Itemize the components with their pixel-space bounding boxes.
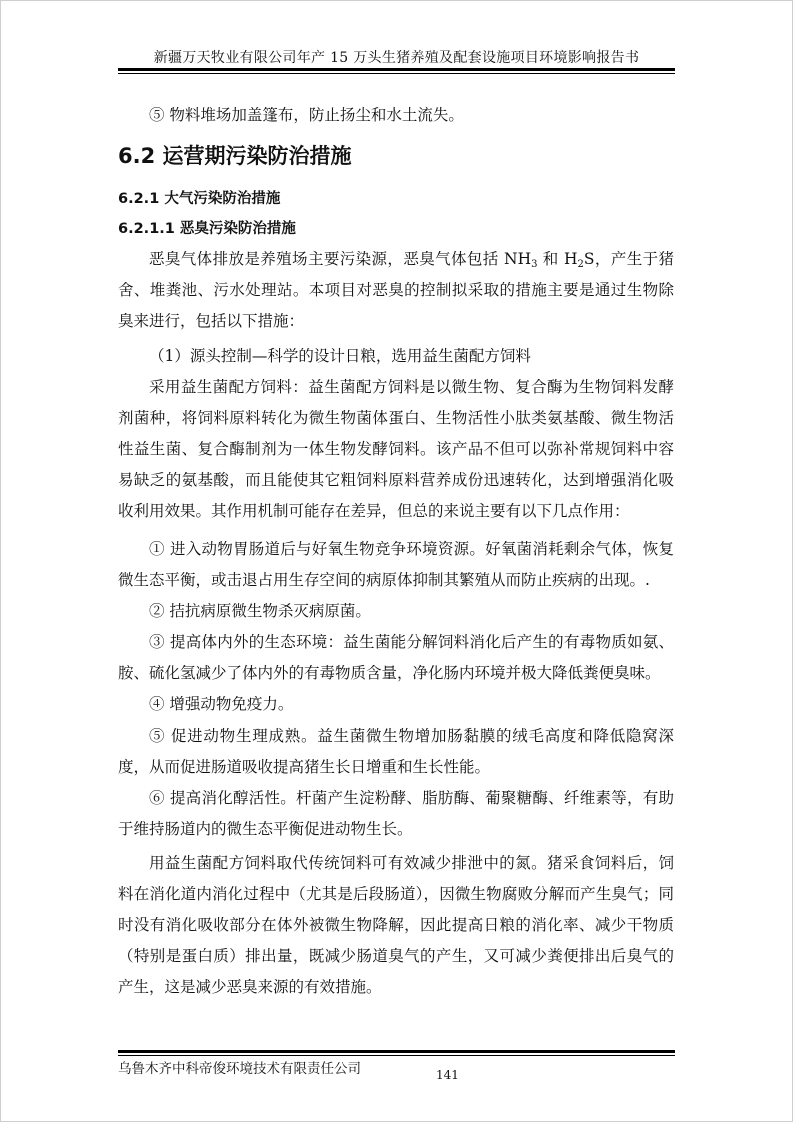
nh3-subscript: 3 <box>531 259 538 270</box>
footer-rule-thick <box>118 1050 675 1053</box>
h2s-subscript: 2 <box>577 259 584 270</box>
paragraph-summary: 用益生菌配方饲料取代传统饲料可有效减少排泄中的氮。猪采食饲料后，饲料在消化道内消化过程中（尤其是后段肠道），因微生物腐败分解而产生臭气；同时没有消化吸收部分在体外被微生物降解，因此提高日粮的消化率、减少干物质（特别是蛋白质）排出量，既减少肠道臭气的产生，又可减少粪便排出后臭气的产生，这是减少恶臭来源的有效措施。 <box>118 854 674 996</box>
paragraph-intro <box>118 244 674 337</box>
list-item-top: ⑤ 物料堆场加盖篷布，防止扬尘和水土流失。 <box>149 106 464 124</box>
page-number: 141 <box>436 1068 459 1082</box>
list-item-3: ③ 提高体内外的生态环境：益生菌能分解饲料消化后产生的有毒物质如氨、胺、硫化氢减少了体内外的有毒物质含量，净化肠内环境并极大降低粪便臭味。 <box>118 633 674 682</box>
footer-company: 乌鲁木齐中科帝俊环境技术有限责任公司 <box>118 1061 361 1077</box>
list-item-4: ④ 增强动物免疫力。 <box>149 695 294 713</box>
list-item-6: ⑥ 提高消化醇活性。杆菌产生淀粉酵、脂肪酶、葡聚糖酶、纤维素等，有助于维持肠道内的微生态平衡促进动物生长。 <box>118 789 674 838</box>
header-rule-thin <box>118 73 675 74</box>
paragraph-feed: 采用益生菌配方饲料：益生菌配方饲料是以微生物、复合酶为生物饲料发酵剂菌种，将饲料原料转化为微生物菌体蛋白、生物活性小肽类氨基酸、微生物活性益生菌、复合酶制剂为一体生物发酵饲料。该产品不但可以弥补常规饲料中容易缺乏的氨基酸，而且能使其它粗饲料原料营养成份迅速转化，达到增强消化吸收利用效果。其作用机制可能存在差异，但总的来说主要有以下几点作用： <box>118 378 674 520</box>
paragraph-intro-part-c: S，产生于猪舍、堆粪池、污水处理站。本项目对恶臭的控制拟采取的措施主要是通过生物除臭来进行，包括以下措施： <box>118 250 674 330</box>
paragraph-intro-part-a: 恶臭气体排放是养殖场主要污染源，恶臭气体包括 NH <box>149 250 532 268</box>
subsubsection-heading: 6.2.1.1 恶臭污染防治措施 <box>118 221 296 237</box>
subsection-heading: 6.2.1 大气污染防治措施 <box>118 191 281 207</box>
footer-rule-thin <box>118 1055 675 1056</box>
measure-title: （1）源头控制—科学的设计日粮，选用益生菌配方饲料 <box>149 347 531 365</box>
section-heading: 6.2 运营期污染防治措施 <box>118 144 352 168</box>
header-rule-thick <box>118 68 675 71</box>
paragraph-intro-part-b: 和 H <box>537 250 578 268</box>
list-item-2: ② 拮抗病原微生物杀灭病原菌。 <box>149 602 371 620</box>
list-item-1: ① 进入动物胃肠道后与好氧生物竞争环境资源。好氧菌消耗剩余气体，恢复微生态平衡，或击退占用生存空间的病原体抑制其繁殖从而防止疾病的出现。. <box>118 540 674 589</box>
list-item-5: ⑤ 促进动物生理成熟。益生菌微生物增加肠黏膜的绒毛高度和降低隐窝深度，从而促进肠道吸收提高猪生长日增重和生长性能。 <box>118 727 674 776</box>
running-header: 新疆万天牧业有限公司年产 15 万头生猪养殖及配套设施项目环境影响报告书 <box>153 50 640 66</box>
